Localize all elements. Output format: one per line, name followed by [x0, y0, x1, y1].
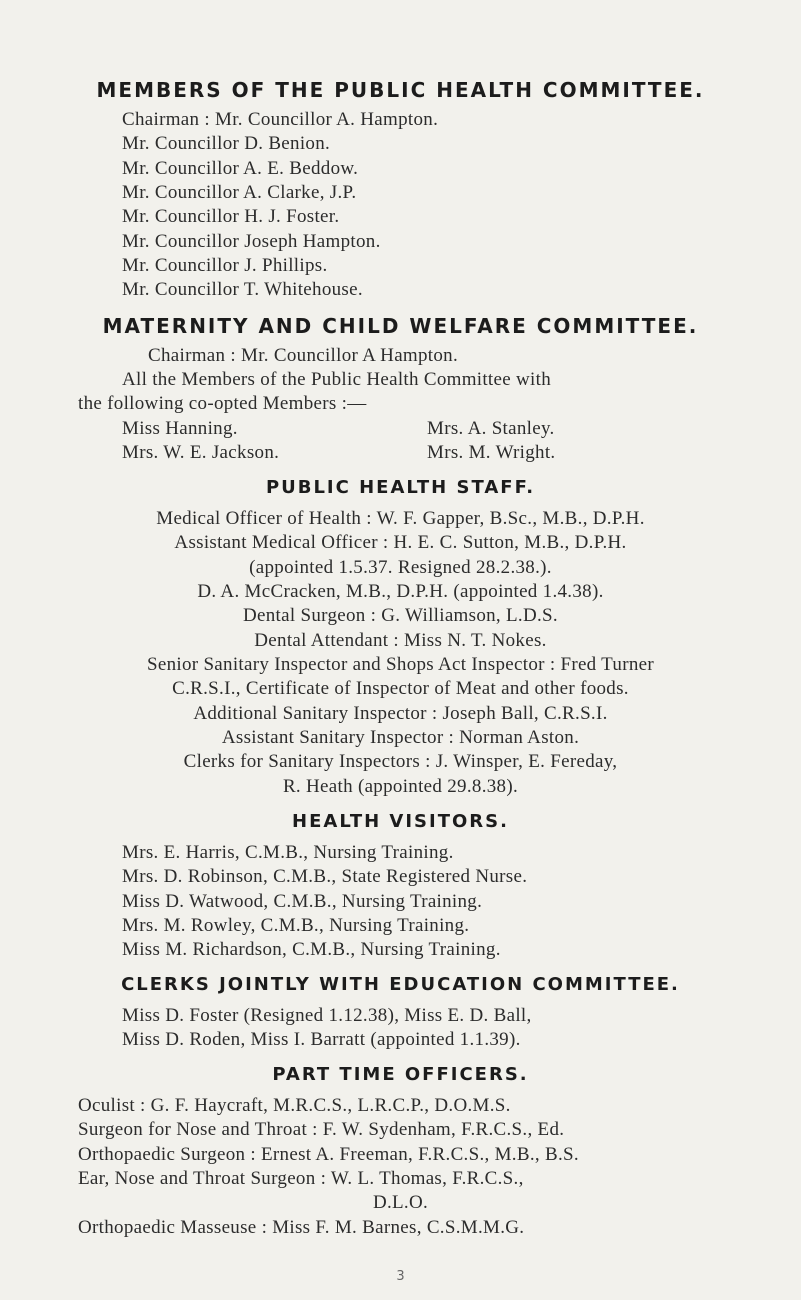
part-time-line: Oculist : G. F. Haycraft, M.R.C.S., L.R.C.P., D.O.M.S. — [78, 1095, 511, 1116]
staff-line: D. A. McCracken, M.B., D.P.H. (appointed 1.4.38). — [197, 581, 604, 602]
health-visitor-line: Mrs. D. Robinson, C.M.B., State Registered Nurse. — [122, 866, 528, 887]
co-opted-member: Mrs. A. Stanley. — [427, 418, 555, 439]
clerks-heading: CLERKS JOINTLY WITH EDUCATION COMMITTEE. — [121, 974, 680, 995]
part-time-line: D.L.O. — [372, 1192, 429, 1213]
staff-line: Dental Surgeon : G. Williamson, L.D.S. — [243, 605, 558, 626]
clerks-line: Miss D. Roden, Miss I. Barratt (appointed 1.1.39). — [122, 1029, 521, 1050]
staff-line: Dental Attendant : Miss N. T. Nokes. — [254, 630, 547, 651]
committee-line: Mr. Councillor H. J. Foster. — [122, 206, 340, 227]
committee-line: Mr. Councillor A. E. Beddow. — [122, 158, 359, 179]
staff-line: Medical Officer of Health : W. F. Gapper, B.Sc., M.B., D.P.H. — [156, 508, 645, 529]
staff-line: Clerks for Sanitary Inspectors : J. Winsper, E. Fereday, — [183, 751, 618, 772]
part-time-line: Ear, Nose and Throat Surgeon : W. L. Thomas, F.R.C.S., — [78, 1168, 524, 1189]
staff-line: C.R.S.I., Certificate of Inspector of Meat and other foods. — [172, 678, 629, 699]
committee-line: Mr. Councillor J. Phillips. — [122, 255, 328, 276]
part-time-line: Surgeon for Nose and Throat : F. W. Sydenham, F.R.C.S., Ed. — [78, 1119, 565, 1140]
clerks-line: Miss D. Foster (Resigned 1.12.38), Miss E. D. Ball, — [122, 1005, 532, 1026]
maternity-intro-line: All the Members of the Public Health Committee with — [122, 369, 552, 390]
maternity-intro-line: the following co-opted Members :— — [78, 393, 367, 414]
staff-line: Assistant Medical Officer : H. E. C. Sutton, M.B., D.P.H. — [174, 532, 627, 553]
maternity-chairman: Chairman : Mr. Councillor A Hampton. — [148, 345, 459, 366]
health-visitor-line: Mrs. M. Rowley, C.M.B., Nursing Training. — [122, 915, 470, 936]
co-opted-member: Mrs. W. E. Jackson. — [122, 442, 280, 463]
maternity-committee-heading: MATERNITY AND CHILD WELFARE COMMITTEE. — [102, 314, 699, 338]
committee-line: Mr. Councillor D. Benion. — [122, 133, 331, 154]
part-time-line: Orthopaedic Surgeon : Ernest A. Freeman, F.R.C.S., M.B., B.S. — [78, 1144, 579, 1165]
committee-line: Chairman : Mr. Councillor A. Hampton. — [122, 109, 439, 130]
committee-line: Mr. Councillor A. Clarke, J.P. — [122, 182, 357, 203]
co-opted-member: Miss Hanning. — [122, 418, 238, 439]
committee-line: Mr. Councillor Joseph Hampton. — [122, 231, 381, 252]
part-time-line: Orthopaedic Masseuse : Miss F. M. Barnes, C.S.M.M.G. — [78, 1217, 525, 1238]
staff-line: (appointed 1.5.37. Resigned 28.2.38.). — [249, 557, 552, 578]
health-visitors-heading: HEALTH VISITORS. — [292, 811, 509, 832]
staff-line: Assistant Sanitary Inspector : Norman Aston. — [221, 727, 580, 748]
staff-line: R. Heath (appointed 29.8.38). — [282, 776, 519, 797]
co-opted-member: Mrs. M. Wright. — [427, 442, 556, 463]
health-visitor-line: Miss M. Richardson, C.M.B., Nursing Training. — [122, 939, 501, 960]
part-time-heading: PART TIME OFFICERS. — [272, 1064, 529, 1085]
health-visitor-line: Mrs. E. Harris, C.M.B., Nursing Training. — [122, 842, 454, 863]
staff-line: Senior Sanitary Inspector and Shops Act Inspector : Fred Turner — [146, 654, 655, 675]
health-visitor-line: Miss D. Watwood, C.M.B., Nursing Training. — [122, 891, 483, 912]
public-health-committee-heading: MEMBERS OF THE PUBLIC HEALTH COMMITTEE. — [96, 78, 705, 102]
staff-line: Additional Sanitary Inspector : Joseph Ball, C.R.S.I. — [193, 703, 608, 724]
committee-line: Mr. Councillor T. Whitehouse. — [122, 279, 363, 300]
page-number: 3 — [396, 1269, 405, 1284]
staff-heading: PUBLIC HEALTH STAFF. — [265, 477, 536, 498]
